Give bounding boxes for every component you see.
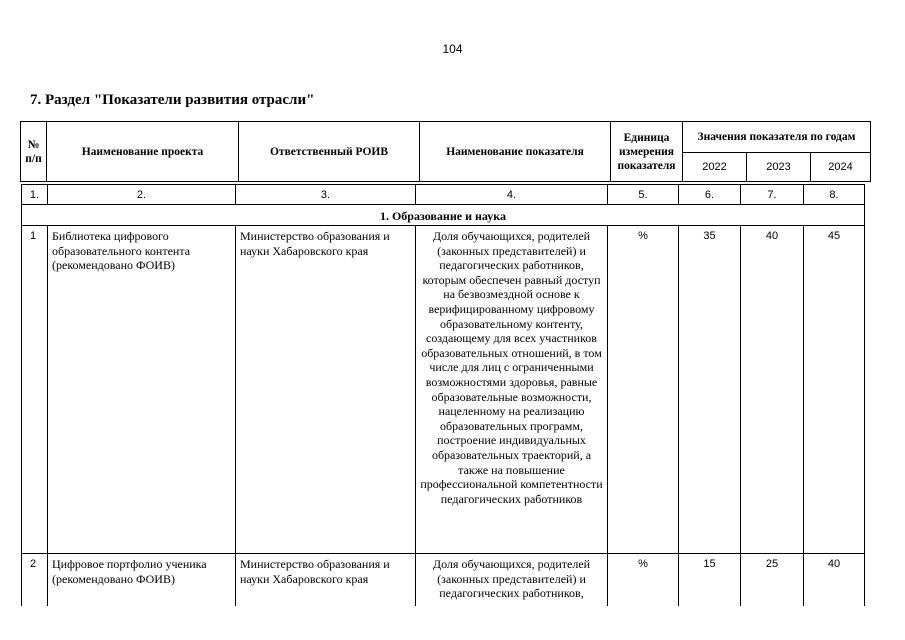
page-number: 104 [442, 42, 463, 56]
responsible-roiv: Министерство образования и науки Хабаровского края [236, 226, 416, 554]
column-number: 3. [236, 185, 416, 205]
column-number: 1. [22, 185, 48, 205]
section-heading: 1. Образование и наука [22, 205, 865, 226]
header-year-2022: 2022 [683, 153, 747, 182]
row-number: 2 [22, 554, 48, 614]
indicators-table [21, 184, 865, 614]
header-year-2024: 2024 [811, 153, 871, 182]
indicator-name: Доля обучающихся, родителей (законных представителей) и педагогических работников, которым обеспечен равный доступ на безвозмездной основе к верифицированному цифровому образовательному контенту, создающему для всех участников образовательных отношений, в том числе для лиц с ограниченными возможностями здоровья, равные образовательные возможности, нацеленному на реализацию образовательных программ, построение индивидуальных образовательных траекторий, а также на повышение профессиональной компетентности педагогических работников [416, 226, 608, 554]
unit: % [608, 226, 679, 554]
header-unit: Единица измерения показателя [611, 122, 683, 182]
section-row [22, 205, 865, 226]
section-title: 7. Раздел "Показатели развития отрасли" [30, 92, 315, 108]
header-project: Наименование проекта [47, 122, 239, 182]
column-number: 6. [679, 185, 741, 205]
responsible-roiv: Министерство образования и науки Хабаровского края [236, 554, 416, 614]
value-2022: 15 [679, 554, 741, 614]
page-cut [0, 606, 905, 640]
header-roiv: Ответственный РОИВ [239, 122, 420, 182]
project-name: Библиотека цифрового образовательного контента (рекомендовано ФОИВ) [48, 226, 236, 554]
column-numbers-row [22, 185, 865, 205]
indicator-name: Доля обучающихся, родителей (законных представителей) и педагогических работников, [416, 554, 608, 614]
unit: % [608, 554, 679, 614]
column-number: 7. [741, 185, 804, 205]
value-2023: 40 [741, 226, 804, 554]
column-number: 5. [608, 185, 679, 205]
table-header [20, 121, 871, 182]
column-number: 4. [416, 185, 608, 205]
header-indicator: Наименование показателя [420, 122, 611, 182]
value-2024: 40 [804, 554, 865, 614]
column-number: 8. [804, 185, 865, 205]
column-number: 2. [48, 185, 236, 205]
row-number: 1 [22, 226, 48, 554]
header-values: Значения показателя по годам [683, 122, 871, 153]
table-row [22, 226, 865, 554]
value-2024: 45 [804, 226, 865, 554]
table-row [22, 554, 865, 614]
project-name: Цифровое портфолио ученика (рекомендовано ФОИВ) [48, 554, 236, 614]
value-2022: 35 [679, 226, 741, 554]
value-2023: 25 [741, 554, 804, 614]
header-num: № п/п [21, 122, 47, 182]
header-year-2023: 2023 [747, 153, 811, 182]
